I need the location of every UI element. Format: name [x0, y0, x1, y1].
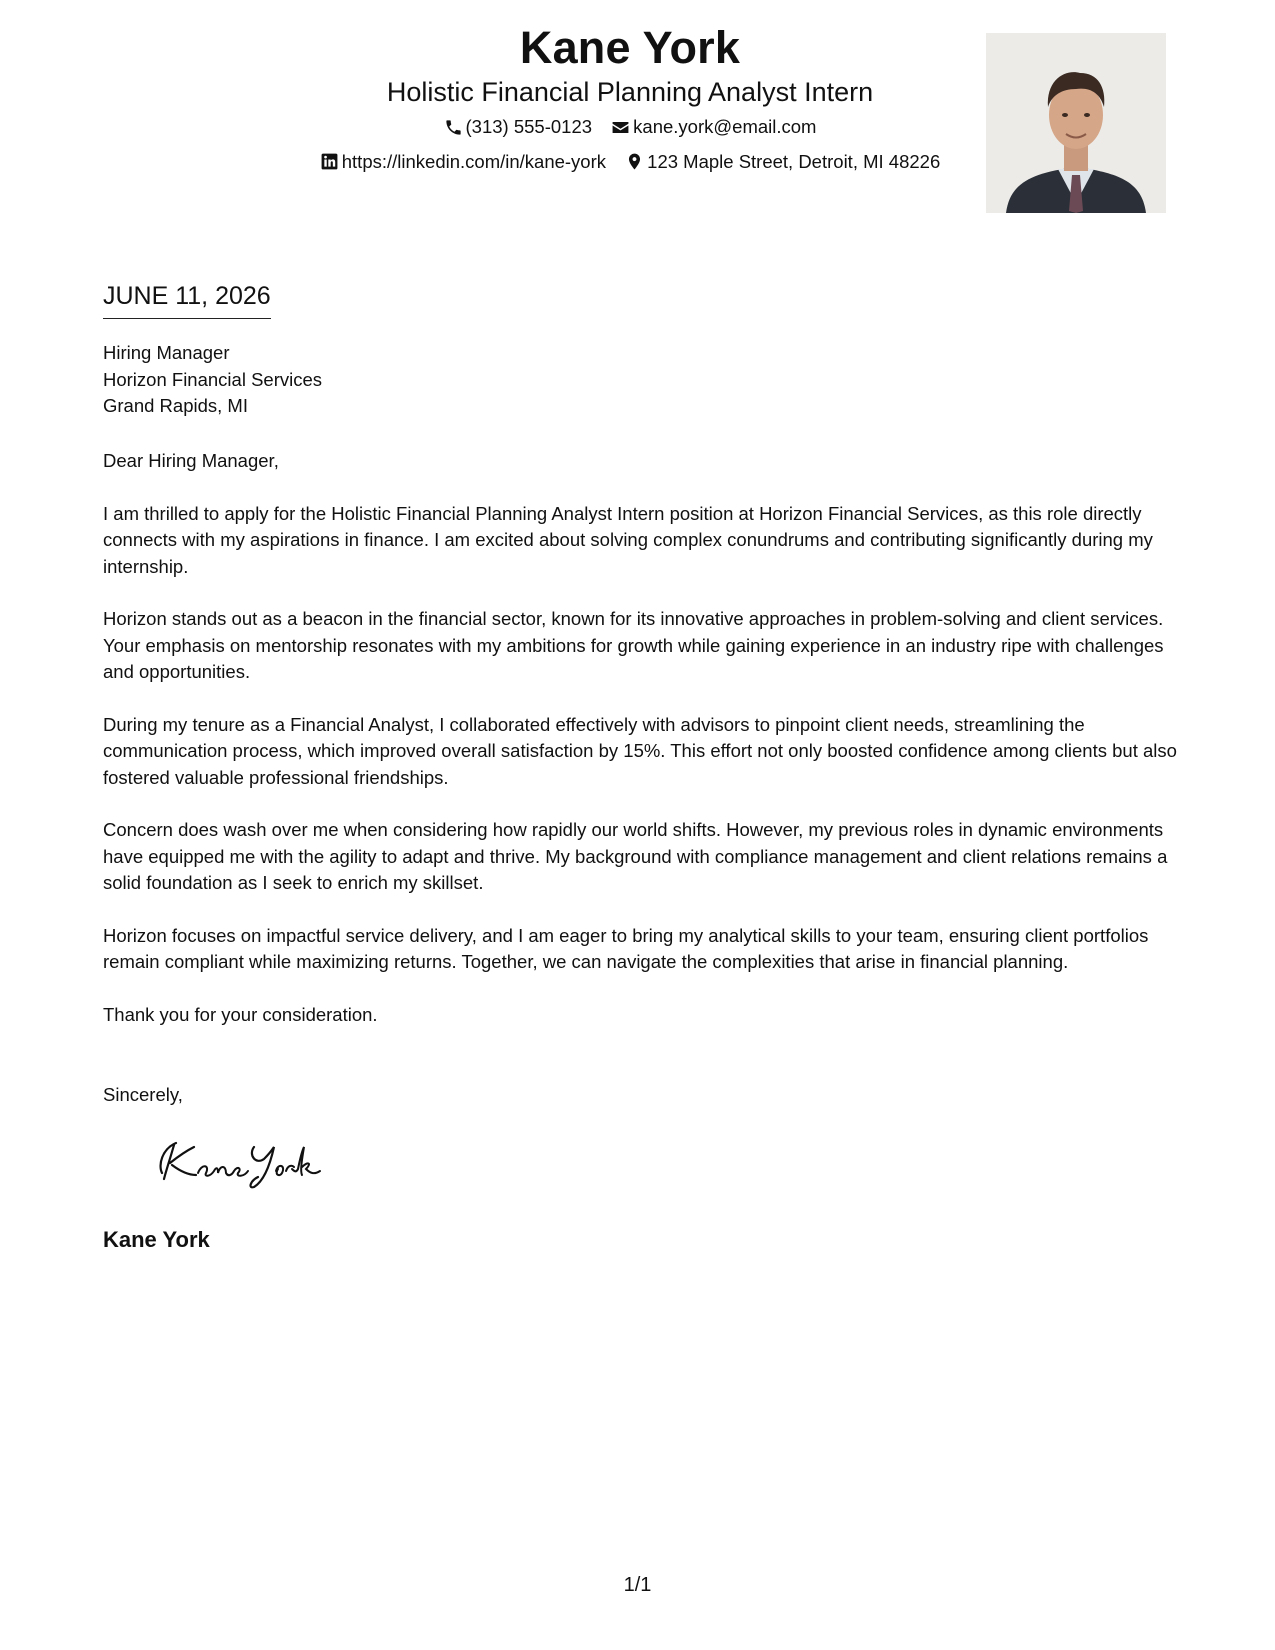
salutation: Dear Hiring Manager, — [103, 450, 279, 471]
contact-line-2 — [260, 149, 1000, 179]
linkedin-contact — [320, 149, 606, 175]
recipient-block — [103, 340, 322, 420]
letter-date-block — [103, 280, 271, 319]
paragraph: Horizon focuses on impactful service delivery, and I am eager to bring my analytical skills to your team, ensuring client portfolios remain compliant while maximizing returns. Together, we can navigate the complexities that arise in financial planning. — [103, 924, 1149, 972]
envelope-icon — [611, 118, 630, 137]
profile-photo — [986, 33, 1166, 213]
letterhead — [260, 22, 1000, 178]
recipient-company: Horizon Financial Services — [103, 368, 323, 390]
letter-date: JUNE 11, 2026 — [103, 280, 271, 319]
email-text: kane.york@email.com — [633, 116, 817, 137]
paragraph: Horizon stands out as a beacon in the financial sector, known for its innovative approaches in problem-solving and client services. Your emphasis on mentorship resonates with my ambitions for growth while gaining experience in an industry ripe with challenges and opportunities. — [103, 608, 1164, 682]
letter-body — [103, 448, 1183, 1054]
address-text: 123 Maple Street, Detroit, MI 48226 — [647, 150, 941, 172]
phone-icon — [444, 118, 463, 137]
linkedin-icon — [320, 152, 339, 171]
map-pin-icon — [625, 152, 644, 171]
address-contact — [625, 149, 940, 175]
thank-you-line: Thank you for your consideration. — [103, 1003, 378, 1025]
applicant-name: Kane York — [519, 22, 741, 73]
phone-text: (313) 555-0123 — [465, 116, 593, 137]
email-contact — [611, 114, 816, 140]
handwritten-signature — [140, 1125, 340, 1195]
paragraph: Concern does wash over me when considering how rapidly our world shifts. However, my previous roles in dynamic environments have equipped me with the agility to adapt and thrive. My background with compliance management and client relations remains a solid foundation as I seek to enrich my skillset. — [103, 819, 1168, 893]
signer-name: Kane York — [103, 1227, 210, 1252]
paragraph: During my tenure as a Financial Analyst, I collaborated effectively with advisors to pinpoint client needs, streamlining the communication process, which improved overall satisfaction by 15%. This effort not only boosted confidence among clients but also fostered valuable professional friendships. — [103, 713, 1177, 788]
phone-contact — [444, 114, 593, 140]
paragraph: I am thrilled to apply for the Holistic Financial Planning Analyst Intern position at Horizon Financial Services, as this role directly connects with my aspirations in finance. I am excited about solving complex conundrums and contributing significantly during my internship. — [103, 502, 1153, 577]
recipient-name: Hiring Manager — [103, 342, 230, 363]
closing: Sincerely, — [103, 1084, 183, 1105]
linkedin-text: https://linkedin.com/in/kane-york — [341, 150, 607, 172]
contact-line-1 — [260, 114, 1000, 144]
page-number: 1/1 — [623, 1574, 652, 1596]
recipient-location: Grand Rapids, MI — [103, 395, 248, 416]
applicant-title: Holistic Financial Planning Analyst Intern — [386, 77, 874, 107]
